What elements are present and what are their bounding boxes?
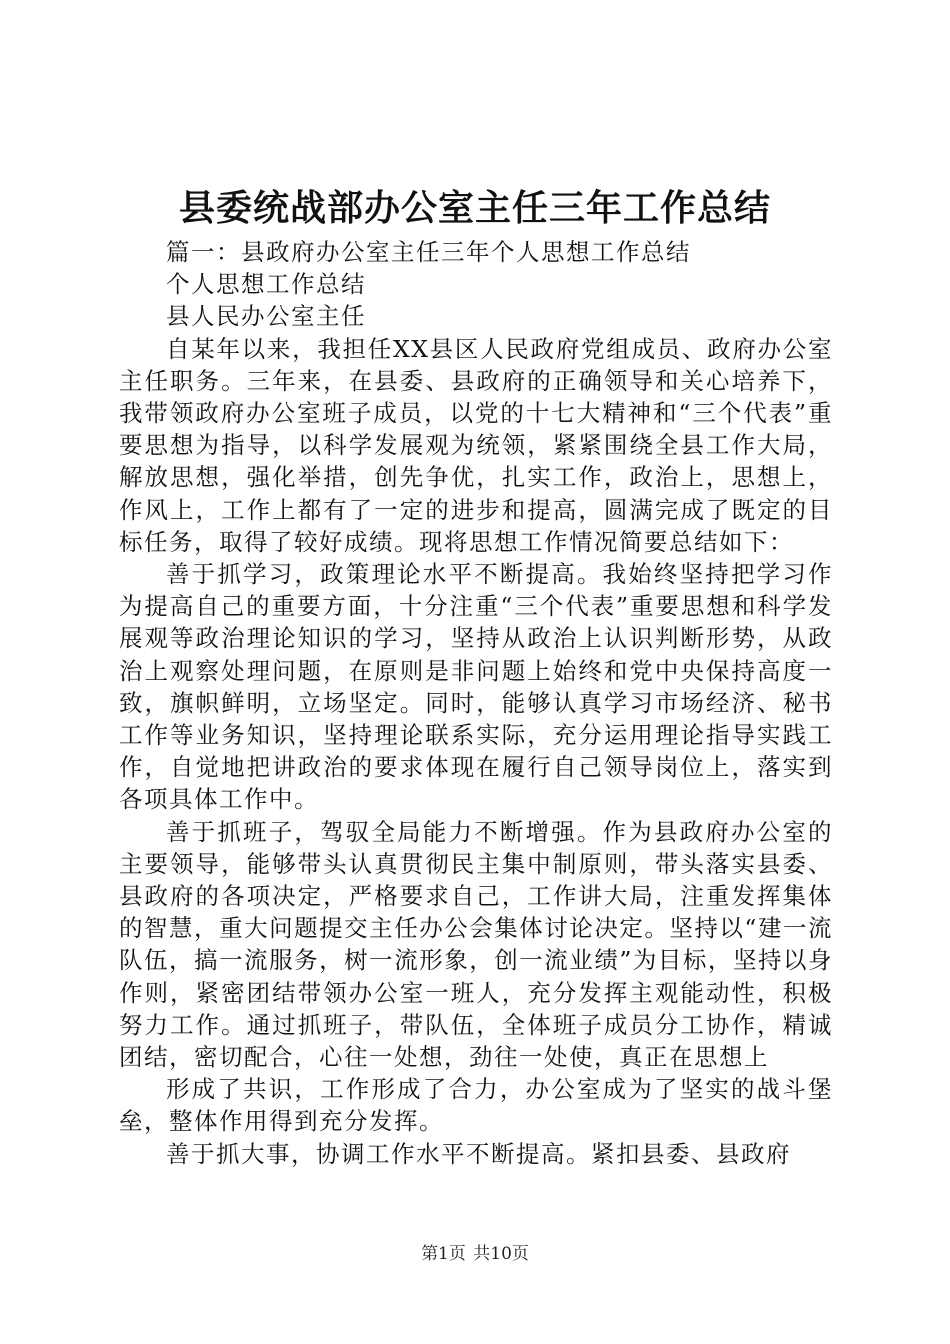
paragraph-team: 善于抓班子，驾驭全局能力不断增强。作为县政府办公室的主要领导，能够带头认真贯彻民主集中制原则，带头落实县委、县政府的各项决定，严格要求自己，工作讲大局，注重发挥集体的智慧，重大问题提交主任办公会集体讨论决定。坚持以“建一流队伍，搞一流服务，树一流形象，创一流业绩”为目标，坚持以身作则，紧密团结带领办公室一班人，充分发挥主观能动性，积极努力工作。通过抓班子，带队伍，全体班子成员分工协作，精诚团结，密切配合，心往一处想，劲往一处使，真正在思想上 bbox=[119, 817, 833, 1072]
paragraph-coordination: 善于抓大事，协调工作水平不断提高。紧扣县委、县政府 bbox=[166, 1139, 791, 1168]
paragraph-subtitle: 个人思想工作总结 bbox=[166, 270, 366, 299]
paragraph-team-continued: 形成了共识，工作形成了合力，办公室成为了坚实的战斗堡垒，整体作用得到充分发挥。 bbox=[119, 1075, 833, 1136]
paragraph-section-heading: 篇一：县政府办公室主任三年个人思想工作总结 bbox=[166, 238, 691, 266]
paragraph-intro: 自某年以来，我担任XX县区人民政府党组成员、政府办公室主任职务。三年来，在县委、县政府的正确领导和关心培养下，我带领政府办公室班子成员，以党的十七大精神和“三个代表”重要思想为指导，以科学发展观为统领，紧紧围绕全县工作大局，解放思想，强化举措，创先争优，扎实工作，政治上，思想上，作风上，工作上都有了一定的进步和提高，圆满完成了既定的目标任务，取得了较好成绩。现将思想工作情况简要总结如下： bbox=[119, 334, 833, 556]
page-total: 共10页 bbox=[473, 1244, 529, 1264]
page-footer bbox=[0, 1243, 950, 1265]
document-title: 县委统战部办公室主任三年工作总结 bbox=[178, 187, 771, 229]
paragraph-author-line: 县人民办公室主任 bbox=[166, 302, 366, 331]
page-number: 第1页 bbox=[421, 1244, 466, 1264]
paragraph-study: 善于抓学习，政策理论水平不断提高。我始终坚持把学习作为提高自己的重要方面，十分注重“三个代表”重要思想和科学发展观等政治理论知识的学习，坚持从政治上认识判断形势，从政治上观察处理问题，在原则是非问题上始终和党中央保持高度一致，旗帜鲜明，立场坚定。同时，能够认真学习市场经济、秘书工作等业务知识，坚持理论联系实际，充分运用理论指导实践工作，自觉地把讲政治的要求体现在履行自己领导岗位上，落实到各项具体工作中。 bbox=[119, 560, 833, 814]
document-body bbox=[119, 236, 833, 1170]
